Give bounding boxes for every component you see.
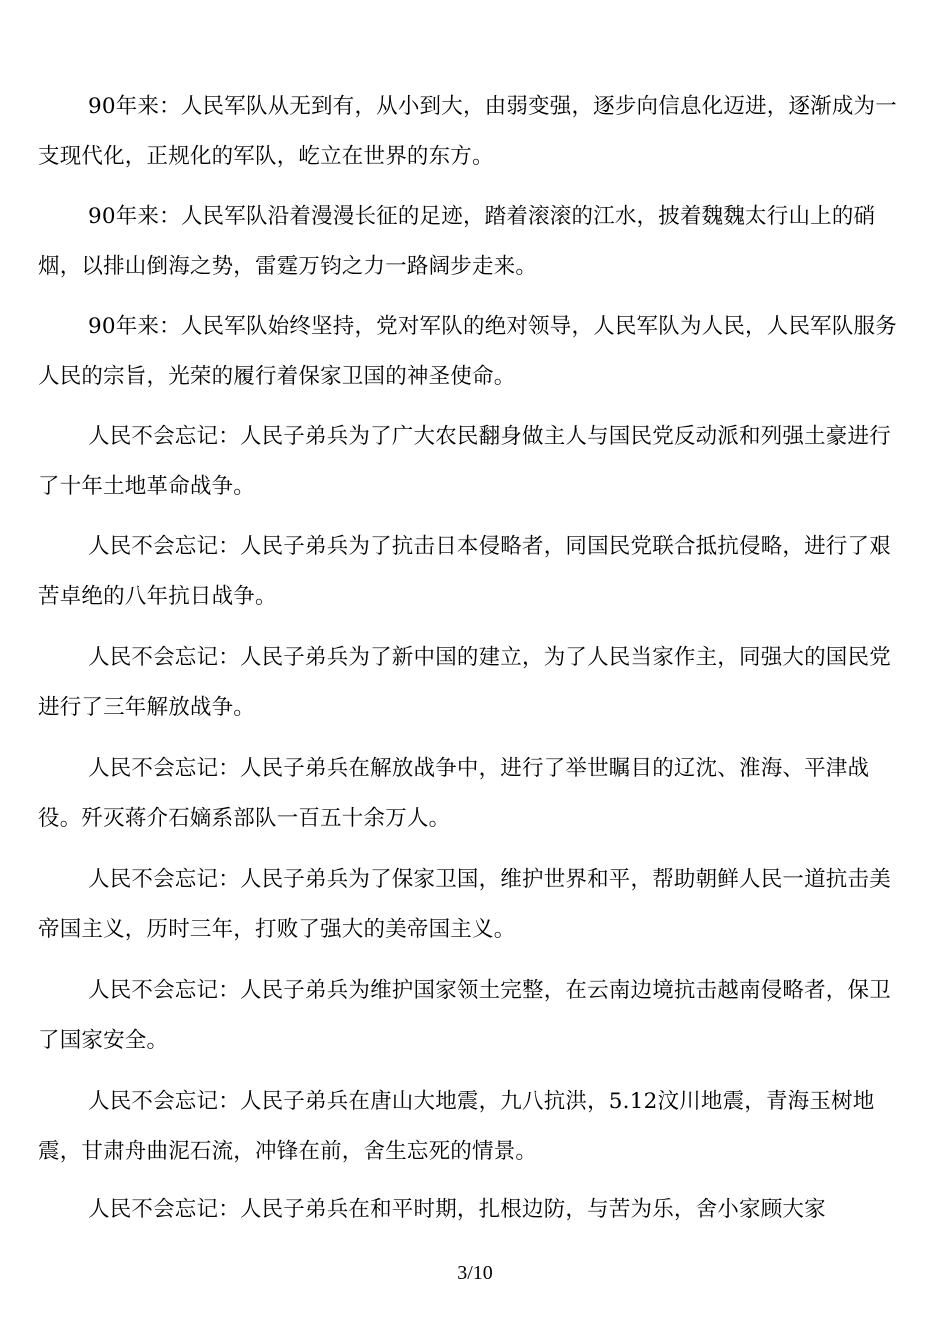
paragraph-8: 人民不会忘记：人民子弟兵为了保家卫国，维护世界和平，帮助朝鲜人民一道抗击美帝国主义，历时三年，打败了强大的美帝国主义。	[38, 867, 891, 942]
paragraph-4: 人民不会忘记：人民子弟兵为了广大农民翻身做主人与国民党反动派和列强土豪进行了十年土地革命战争。	[38, 424, 891, 499]
paragraph-6: 人民不会忘记：人民子弟兵为了新中国的建立，为了人民当家作主，同强大的国民党进行了三年解放战争。	[38, 645, 891, 720]
paragraph-9: 人民不会忘记：人民子弟兵为维护国家领土完整，在云南边境抗击越南侵略者，保卫了国家安全。	[38, 978, 891, 1053]
paragraph-10: 人民不会忘记：人民子弟兵在唐山大地震，九八抗洪，5.12汶川地震，青海玉树地震，甘肃舟曲泥石流，冲锋在前，舍生忘死的情景。	[38, 1089, 875, 1164]
paragraph-3: 90年来：人民军队始终坚持，党对军队的绝对领导，人民军队为人民，人民军队服务人民的宗旨，光荣的履行着保家卫国的神圣使命。	[38, 314, 897, 389]
paragraph-5: 人民不会忘记：人民子弟兵为了抗击日本侵略者，同国民党联合抵抗侵略，进行了艰苦卓绝的八年抗日战争。	[38, 534, 891, 609]
paragraph-2: 90年来：人民军队沿着漫漫长征的足迹，踏着滚滚的江水，披着魏魏太行山上的硝烟，以排山倒海之势，雷霆万钧之力一路阔步走来。	[38, 204, 876, 279]
page-number: 3/10	[457, 1262, 493, 1284]
paragraph-11: 人民不会忘记：人民子弟兵在和平时期，扎根边防，与苦为乐，舍小家顾大家	[88, 1197, 826, 1222]
paragraph-1: 90年来：人民军队从无到有，从小到大，由弱变强，逐步向信息化迈进，逐渐成为一支现代化，正规化的军队，屹立在世界的东方。	[38, 94, 897, 169]
paragraph-7: 人民不会忘记：人民子弟兵在解放战争中，进行了举世瞩目的辽沈、淮海、平津战役。歼灭蒋介石嫡系部队一百五十余万人。	[38, 756, 870, 831]
